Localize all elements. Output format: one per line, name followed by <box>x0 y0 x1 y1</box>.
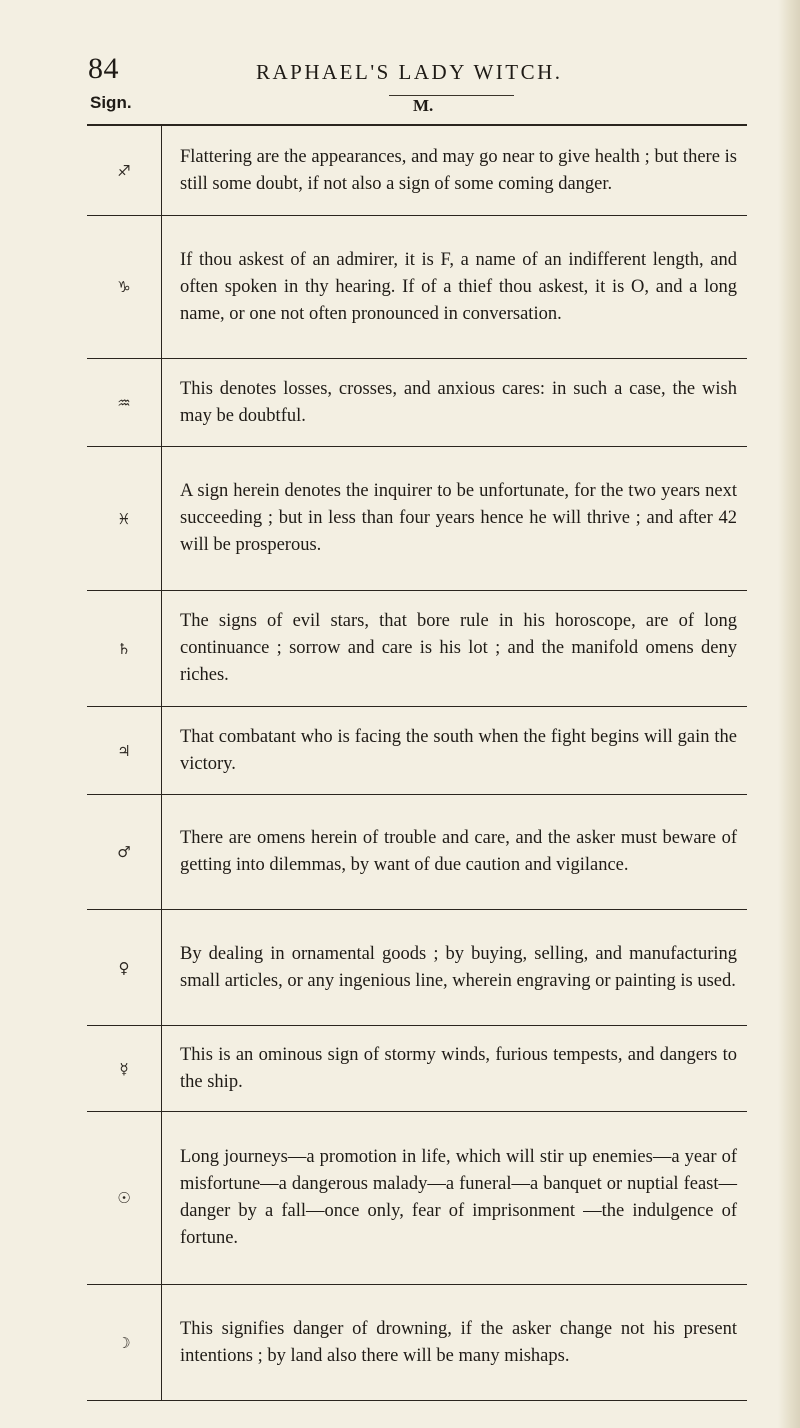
capricorn-sign-icon: ♑ <box>87 216 162 358</box>
row-text <box>162 795 747 909</box>
row-text-body: By dealing in ornamental goods ; by buying, selling, and manufacturing small articles, or any ingenious line, wherein engraving or painting is used. <box>180 943 737 991</box>
table-row <box>87 447 747 591</box>
pisces-sign-icon: ♓ <box>87 447 162 590</box>
row-text-body: A sign herein denotes the inquirer to be unfortunate, for the two years next succeeding ; but in less than four years hence he will thrive ; and after 42 will be prosperous. <box>180 481 737 555</box>
venus-sign-icon: ♀ <box>87 910 162 1025</box>
table-row <box>87 591 747 707</box>
sign-column-label: Sign. <box>90 93 132 112</box>
running-title: RAPHAEL'S LADY WITCH. <box>256 60 563 84</box>
row-text <box>162 447 747 590</box>
row-text-body: This is an ominous sign of stormy winds, furious tempests, and dangers to the ship. <box>180 1044 737 1092</box>
table-row <box>87 359 747 447</box>
moon-sign-icon: ☽ <box>87 1285 162 1400</box>
row-text-body: If thou askest of an admirer, it is F, a name of an indifferent length, and often spoken in thy hearing. If of a thief thou askest, it is O, and a long name, or one not often pronounced in conversation. <box>180 249 737 324</box>
table-row <box>87 1285 747 1401</box>
header-rule <box>389 95 514 96</box>
row-text <box>162 126 747 215</box>
row-text <box>162 216 747 358</box>
table-row <box>87 707 747 795</box>
table-row <box>87 1026 747 1112</box>
row-text-body: Long journeys—a promotion in life, which will stir up enemies—a year of misfortune—a dangerous malady—a funeral—a banquet or nuptial feast—danger by a fall—once only, fear of imprisonment —the indulgence of fortune. <box>180 1147 737 1248</box>
row-text <box>162 707 747 794</box>
saturn-sign-icon: ♄ <box>87 591 162 706</box>
row-text <box>162 359 747 446</box>
page-edge-shadow <box>778 0 800 1428</box>
row-text <box>162 910 747 1025</box>
sagittarius-sign-icon: ♐ <box>87 126 162 215</box>
row-text <box>162 1112 747 1284</box>
signs-table <box>87 124 747 1401</box>
table-row <box>87 1112 747 1285</box>
row-text-body: This signifies danger of drowning, if the asker change not his present intentions ; by land also there will be many mishaps. <box>180 1318 737 1366</box>
row-text-body: That combatant who is facing the south when the fight begins will gain the victory. <box>180 726 737 774</box>
table-row <box>87 216 747 359</box>
row-text-body: The signs of evil stars, that bore rule in his horoscope, are of long continuance ; sorrow and care is his lot ; and the manifold omens deny riches. <box>180 611 737 685</box>
row-text-body: Flattering are the appearances, and may go near to give health ; but there is still some doubt, if not also a sign of some coming danger. <box>180 146 737 194</box>
row-text <box>162 1285 747 1400</box>
row-text-body: This denotes losses, crosses, and anxious cares: in such a case, the wish may be doubtful. <box>180 378 737 426</box>
sun-sign-icon: ☉ <box>87 1112 162 1284</box>
table-row <box>87 910 747 1026</box>
row-text <box>162 1026 747 1111</box>
table-row <box>87 795 747 910</box>
jupiter-sign-icon: ♃ <box>87 707 162 794</box>
aquarius-sign-icon: ♒ <box>87 359 162 446</box>
mars-sign-icon: ♂ <box>87 795 162 909</box>
mercury-sign-icon: ☿ <box>87 1026 162 1111</box>
table-row <box>87 126 747 216</box>
page-number: 84 <box>88 52 119 85</box>
row-text-body: There are omens herein of trouble and care, and the asker must beware of getting into dilemmas, by want of due caution and vigilance. <box>180 828 737 875</box>
row-text <box>162 591 747 706</box>
column-letter: M. <box>413 96 434 115</box>
